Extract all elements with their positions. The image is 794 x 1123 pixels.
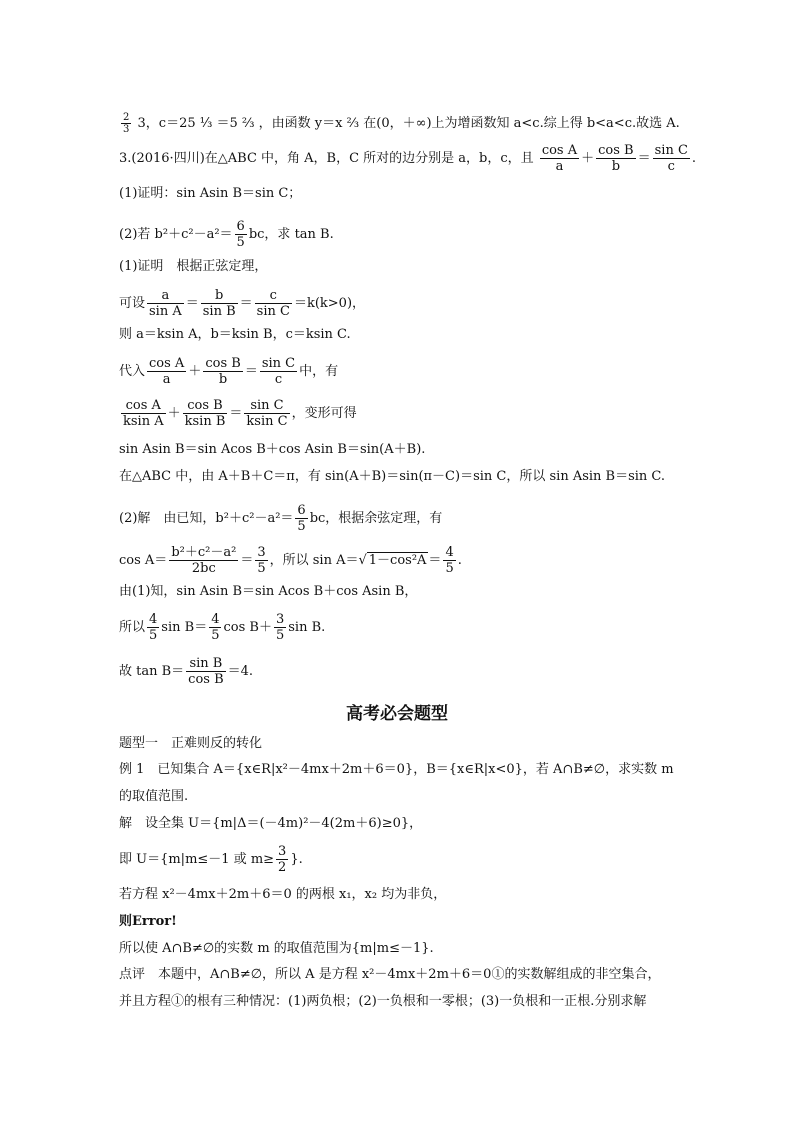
solution-2-cosA: cos A＝ $\frac{\text{b²＋c²－a²}}{2bc}$ ＝ $\frac{3}{5}$ ，所以 sin A＝√ 1－cos²A ＝ $\frac{4}{5}$ . [119,545,462,576]
example-1-statement: 例 1 已知集合 A＝{x∈R|x²－4mx＋2m＋6＝0}，B＝{x∈R|x<0}，若 A∩B≠∅，求实数 m [119,762,674,777]
fraction-cosA-a: $\frac{\text{cos A}}{a}$ [541,143,578,174]
solution-2-answer: 故 tan B＝ $\frac{\text{sin B}}{\text{cos B}}$ ＝4. [119,656,254,687]
proof-1-ksin-form: $\frac{\text{cos A}}{\text{ksin A}}$ ＋ $\frac{\text{cos B}}{\text{ksin B}}$ ＝ $\frac{\text{sin C}}{\text{ksin C}}$ ，变形可得 [123,398,357,429]
example-1-error-line: 则Error! [119,914,177,929]
comment-line-1: 点评 本题中，A∩B≠∅，所以 A 是方程 x²－4mx＋2m＋6＝0①的实数解组成的非空集合， [119,967,661,982]
proof-1-identity: sin Asin B＝sin Acos B＋cos Asin B＝sin(A＋B). [119,442,426,457]
fraction-six-fifths: $\frac{6}{5}$ [236,219,245,250]
comment-line-2: 并且方程①的根有三种情况：(1)两负根；(2)一负根和一零根；(3)一负根和一正根.分别求解 [119,994,647,1009]
solution-2-start: (2)解 由已知，b²＋c²－a²＝ $\frac{6}{5}$ bc，根据余弦定理，有 [119,503,443,534]
section-heading: 高考必会题型 [346,704,448,724]
proof-1-start: (1)证明 根据正弦定理， [119,259,268,274]
fraction-two-thirds: $\frac{2}{3}$ [123,112,130,135]
example-1-nonnegative-roots: 若方程 x²－4mx＋2m＋6＝0 的两根 x₁，x₂ 均为非负， [119,887,447,902]
example-1-answer: 所以使 A∩B≠∅的实数 m 的取值范围为{m|m≤－1}. [119,941,434,956]
sqrt-sign: √ [358,553,367,568]
solution-2-equation: 所以 $\frac{4}{5}$ sin B＝ $\frac{4}{5}$ cos B＋ $\frac{3}{5}$ sin B. [119,612,326,643]
proof-1-law-of-sines: 可设 $\frac{a}{\text{sin A}}$ ＝ $\frac{b}{\text{sin B}}$ ＝ $\frac{c}{\text{sin C}}$ ＝k(k>0)， [119,288,366,319]
line-0-text: 3，c＝25 ⅓ ＝5 ⅔ ，由函数 y＝x ⅔ 在(0，＋∞)上为增函数知 a<c.综上得 b<a<c.故选 A. [137,116,680,131]
example-1-statement-cont: 的取值范围. [119,789,189,804]
example-1-solution-start: 解 设全集 U＝{m|Δ＝(－4m)²－4(2m＋6)≥0}， [119,816,423,831]
solution-2-from-1: 由(1)知，sin Asin B＝sin Acos B＋cos Asin B， [119,584,418,599]
text-line-0 [119,112,680,135]
proof-1-substitution: 则 a＝ksin A，b＝ksin B，c＝ksin C. [119,327,351,342]
part-2-question: (2)若 b²＋c²－a²＝ $\frac{6}{5}$ bc，求 tan B. [119,219,334,250]
fraction-sinC-c: $\frac{\text{sin C}}{c}$ [654,143,688,174]
example-1-universal-set: 即 U＝{m|m≤－1 或 m≥ $\frac{3}{2}$ }. [119,844,303,875]
part-1-question: (1)证明：sin Asin B＝sin C； [119,186,302,201]
topic-title: 题型一 正难则反的转化 [119,736,263,751]
proof-1-conclusion: 在△ABC 中，由 A＋B＋C＝π，有 sin(A＋B)＝sin(π－C)＝sin C，所以 sin Asin B＝sin C. [119,469,666,484]
fraction-cosB-b: $\frac{\text{cos B}}{b}$ [598,143,634,174]
proof-1-plug-in: 代入 $\frac{\text{cos A}}{a}$ ＋ $\frac{\text{cos B}}{b}$ ＝ $\frac{\text{sin C}}{c}$ 中，有 [119,356,339,387]
problem-3-statement: 3.(2016·四川)在△ABC 中，角 A，B，C 所对的边分别是 a，b，c，且 $\frac{\text{cos A}}{a}$ ＋ $\frac{\text{cos B}}{b}$ ＝ $\frac{\text{sin C}}{c}$ . [119,143,697,174]
